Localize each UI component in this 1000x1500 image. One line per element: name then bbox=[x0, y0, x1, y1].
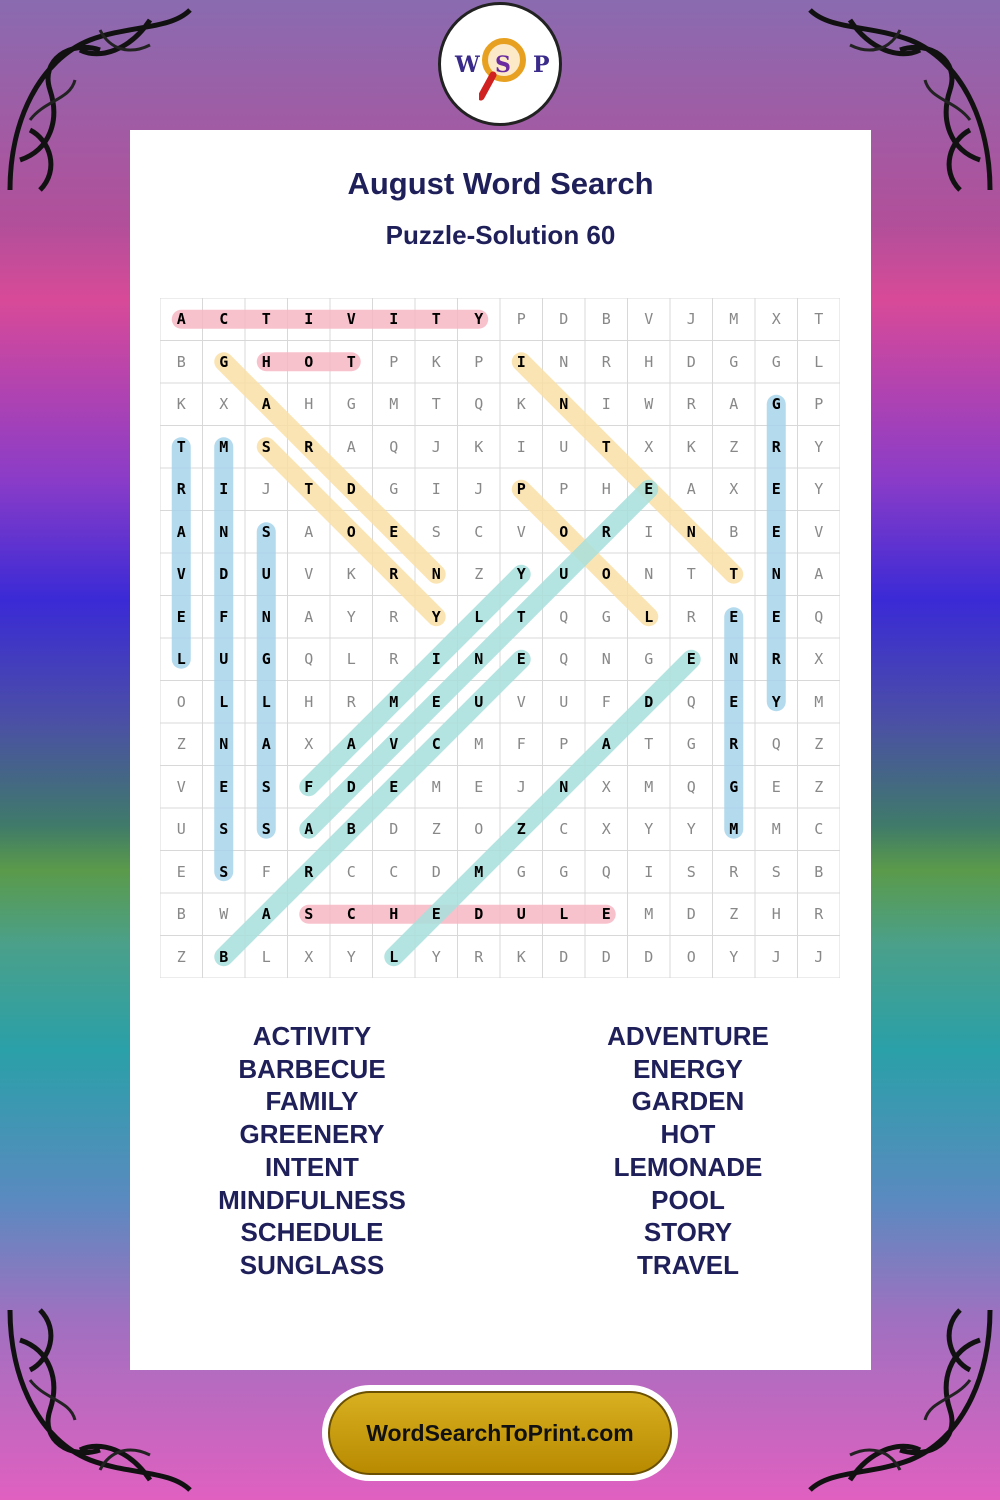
grid-cell: H bbox=[304, 692, 314, 711]
grid-cell: T bbox=[686, 565, 696, 583]
grid-cell: E bbox=[431, 692, 441, 711]
grid-cell: J bbox=[474, 480, 484, 498]
grid-cell: E bbox=[686, 650, 696, 668]
grid-cell: L bbox=[474, 607, 484, 626]
grid-cell: J bbox=[261, 480, 271, 498]
grid-cell: D bbox=[219, 565, 229, 583]
grid-cell: J bbox=[771, 947, 781, 966]
word-list-item: INTENT bbox=[265, 1151, 359, 1182]
grid-cell: L bbox=[559, 905, 569, 923]
grid-cell: T bbox=[729, 565, 739, 583]
grid-cell: S bbox=[771, 862, 781, 881]
grid-cell: Y bbox=[644, 820, 654, 838]
grid-cell: A bbox=[346, 735, 356, 753]
grid-cell: E bbox=[644, 480, 654, 498]
grid-cell: Q bbox=[814, 607, 824, 626]
grid-cell: O bbox=[176, 692, 186, 711]
grid-cell: M bbox=[474, 735, 484, 753]
grid-cell: U bbox=[176, 820, 186, 838]
grid-cell: U bbox=[474, 692, 484, 711]
grid-cell: E bbox=[729, 607, 739, 626]
grid-cell: S bbox=[261, 522, 271, 541]
grid-cell: Q bbox=[389, 437, 399, 456]
grid-cell: C bbox=[474, 522, 484, 541]
grid-cell: F bbox=[601, 692, 611, 711]
grid-cell: J bbox=[686, 310, 696, 328]
grid-cell: A bbox=[304, 607, 314, 626]
grid-cell: D bbox=[644, 692, 654, 711]
grid-cell: G bbox=[346, 395, 356, 413]
word-list-item: HOT bbox=[660, 1119, 716, 1150]
grid-cell: R bbox=[771, 437, 781, 456]
grid-cell: E bbox=[176, 862, 186, 881]
grid-cell: T bbox=[601, 437, 611, 456]
grid-cell: G bbox=[559, 862, 569, 881]
grid-cell: R bbox=[601, 522, 611, 541]
grid-cell: T bbox=[814, 310, 824, 328]
grid-cell: E bbox=[389, 777, 399, 796]
grid-cell: Z bbox=[814, 735, 824, 753]
grid-cell: C bbox=[389, 862, 399, 881]
grid-cell: N bbox=[729, 650, 739, 668]
puzzle-panel bbox=[130, 130, 871, 1370]
grid-cell: M bbox=[771, 820, 781, 838]
grid-cell: I bbox=[601, 395, 611, 413]
grid-cell: I bbox=[431, 480, 441, 498]
word-list-item: LEMONADE bbox=[613, 1151, 763, 1182]
grid-cell: V bbox=[516, 692, 526, 711]
grid-cell: Q bbox=[686, 777, 696, 796]
grid-cell: N bbox=[431, 565, 441, 583]
grid-cell: T bbox=[346, 352, 356, 371]
site-link[interactable]: WordSearchToPrint.com bbox=[328, 1391, 672, 1475]
grid-cell: K bbox=[431, 352, 441, 371]
grid-cell: P bbox=[474, 352, 484, 371]
grid-cell: Z bbox=[431, 820, 441, 838]
grid-cell: Y bbox=[431, 607, 441, 626]
grid-cell: K bbox=[516, 947, 526, 966]
grid-cell: S bbox=[261, 437, 271, 456]
grid-cell: R bbox=[176, 480, 186, 498]
word-list-item: TRAVEL bbox=[636, 1249, 740, 1280]
word-list-item: SUNGLASS bbox=[239, 1249, 385, 1280]
grid-cell: C bbox=[219, 310, 229, 328]
site-banner[interactable] bbox=[322, 1385, 678, 1481]
grid-cell: Q bbox=[559, 650, 569, 668]
grid-cell: D bbox=[601, 947, 611, 966]
grid-cell: O bbox=[601, 565, 611, 583]
word-list-item: ENERGY bbox=[633, 1053, 743, 1084]
grid-cell: M bbox=[729, 820, 739, 838]
grid-cell: Y bbox=[431, 947, 441, 966]
grid-cell: N bbox=[559, 352, 569, 371]
grid-cell: Z bbox=[176, 735, 186, 753]
grid-cell: S bbox=[219, 862, 229, 881]
grid-cell: W bbox=[219, 905, 229, 923]
grid-cell: T bbox=[431, 395, 441, 413]
grid-cell: Z bbox=[729, 437, 739, 456]
grid-cell: X bbox=[814, 650, 824, 668]
grid-cell: O bbox=[686, 947, 696, 966]
grid-cell: T bbox=[516, 607, 526, 626]
grid-cell: G bbox=[644, 650, 654, 668]
grid-cell: H bbox=[771, 905, 781, 923]
grid-cell: T bbox=[431, 310, 441, 328]
grid-cell: S bbox=[304, 905, 314, 923]
grid-cell: B bbox=[346, 820, 356, 838]
grid-cell: R bbox=[389, 565, 399, 583]
grid-cell: L bbox=[814, 352, 824, 371]
grid-cell: X bbox=[729, 480, 739, 498]
grid-cell: V bbox=[176, 777, 186, 796]
grid-cell: A bbox=[176, 310, 186, 328]
grid-cell: X bbox=[601, 777, 611, 796]
grid-cell: H bbox=[644, 352, 654, 371]
grid-cell: R bbox=[601, 352, 611, 371]
grid-cell: E bbox=[771, 480, 781, 498]
grid-cell: J bbox=[431, 437, 441, 456]
grid-cell: A bbox=[261, 905, 271, 923]
grid-cell: Z bbox=[516, 820, 526, 838]
grid-cell: X bbox=[304, 735, 314, 753]
grid-cell: Y bbox=[814, 437, 824, 456]
grid-cell: Q bbox=[474, 395, 484, 413]
grid-cell: L bbox=[346, 650, 356, 668]
grid-cell: K bbox=[176, 395, 186, 413]
grid-cell: X bbox=[601, 820, 611, 838]
grid-cell: T bbox=[261, 310, 271, 328]
grid-cell: Y bbox=[729, 947, 739, 966]
word-list-item: BARBECUE bbox=[238, 1053, 386, 1084]
grid-cell: M bbox=[389, 395, 399, 413]
grid-cell: E bbox=[219, 777, 229, 796]
grid-cell: N bbox=[261, 607, 271, 626]
grid-cell: Z bbox=[814, 777, 824, 796]
grid-cell: Q bbox=[559, 607, 569, 626]
logo-letter-p: P bbox=[533, 52, 550, 78]
grid-cell: L bbox=[389, 947, 399, 966]
grid-cell: P bbox=[814, 395, 824, 413]
grid-cell: O bbox=[559, 522, 569, 541]
grid-cell: E bbox=[431, 905, 441, 923]
grid-cell: H bbox=[389, 905, 399, 923]
grid-cell: M bbox=[644, 905, 654, 923]
grid-cell: G bbox=[261, 650, 271, 668]
word-list-item: ACTIVITY bbox=[252, 1021, 372, 1051]
grid-cell: R bbox=[389, 607, 399, 626]
grid-cell: X bbox=[644, 437, 654, 456]
grid-cell: S bbox=[431, 522, 441, 541]
grid-cell: W bbox=[644, 395, 654, 413]
grid-cell: U bbox=[219, 650, 229, 668]
grid-cell: N bbox=[219, 735, 229, 753]
word-list-item: STORY bbox=[643, 1217, 733, 1248]
grid-cell: M bbox=[431, 777, 441, 796]
grid-cell: A bbox=[261, 735, 271, 753]
grid-cell: N bbox=[559, 777, 569, 796]
grid-cell: Y bbox=[516, 565, 526, 583]
grid-cell: I bbox=[219, 480, 229, 498]
grid-cell: V bbox=[389, 735, 399, 753]
grid-cell: Y bbox=[686, 820, 696, 838]
word-list-item: ADVENTURE bbox=[607, 1021, 769, 1051]
grid-cell: K bbox=[346, 565, 356, 583]
grid-cell: Q bbox=[304, 650, 314, 668]
grid-cell: K bbox=[474, 437, 484, 456]
grid-cell: A bbox=[729, 395, 739, 413]
grid-cell: H bbox=[261, 352, 271, 371]
page-title: August Word Search bbox=[347, 166, 654, 201]
grid-cell: Q bbox=[686, 692, 696, 711]
grid-cell: M bbox=[814, 692, 824, 711]
grid-cell: O bbox=[304, 352, 314, 371]
grid-cell: X bbox=[219, 395, 229, 413]
grid-cell: R bbox=[304, 437, 314, 456]
grid-cell: Q bbox=[601, 862, 611, 881]
grid-cell: L bbox=[261, 947, 271, 966]
grid-cell: D bbox=[346, 777, 356, 796]
grid-cell: D bbox=[389, 820, 399, 838]
grid-cell: E bbox=[176, 607, 186, 626]
grid-cell: X bbox=[304, 947, 314, 966]
grid-cell: A bbox=[601, 735, 611, 753]
grid-cell: A bbox=[814, 565, 824, 583]
grid-cell: G bbox=[219, 352, 229, 371]
grid-cell: U bbox=[516, 905, 526, 923]
grid-cell: V bbox=[644, 310, 654, 328]
word-list-item: GREENERY bbox=[239, 1119, 385, 1150]
word-list-item: POOL bbox=[651, 1184, 725, 1215]
grid-cell: A bbox=[261, 395, 271, 413]
grid-cell: I bbox=[644, 862, 654, 881]
grid-cell: I bbox=[516, 352, 526, 371]
grid-cell: A bbox=[686, 480, 696, 498]
grid-cell: E bbox=[771, 607, 781, 626]
grid-cell: B bbox=[729, 522, 739, 541]
grid-cell: E bbox=[601, 905, 611, 923]
grid-cell: R bbox=[389, 650, 399, 668]
grid-cell: V bbox=[516, 522, 526, 541]
grid-cell: T bbox=[644, 735, 654, 753]
grid-cell: B bbox=[176, 905, 186, 923]
grid-cell: N bbox=[474, 650, 484, 668]
grid-cell: S bbox=[219, 820, 229, 838]
grid-cell: V bbox=[346, 310, 356, 328]
grid-cell: D bbox=[686, 905, 696, 923]
grid-cell: N bbox=[686, 522, 696, 541]
letter-grid bbox=[160, 298, 840, 978]
grid-cell: I bbox=[431, 650, 441, 668]
grid-cell: R bbox=[729, 862, 739, 881]
word-list-right bbox=[538, 1020, 838, 1282]
grid-cell: A bbox=[304, 522, 314, 541]
grid-cell: J bbox=[516, 777, 526, 796]
grid-cell: C bbox=[346, 862, 356, 881]
grid-cell: U bbox=[559, 692, 569, 711]
grid-cell: R bbox=[814, 905, 824, 923]
grid-cell: D bbox=[644, 947, 654, 966]
grid-cell: D bbox=[559, 310, 569, 328]
grid-cell: A bbox=[176, 522, 186, 541]
grid-cell: N bbox=[219, 522, 229, 541]
grid-cell: G bbox=[729, 777, 739, 796]
grid-cell: Y bbox=[771, 692, 781, 711]
grid-cell: B bbox=[814, 862, 824, 881]
grid-cell: L bbox=[219, 692, 229, 711]
word-list-item: FAMILY bbox=[265, 1086, 359, 1117]
grid-cell: F bbox=[261, 862, 271, 881]
grid-cell: N bbox=[771, 565, 781, 583]
grid-cell: K bbox=[686, 437, 696, 456]
grid-cell: N bbox=[559, 395, 569, 413]
grid-cell: P bbox=[516, 480, 526, 498]
grid-cell: V bbox=[304, 565, 314, 583]
grid-cell: R bbox=[686, 607, 696, 626]
grid-cell: U bbox=[261, 565, 271, 583]
grid-cell: O bbox=[346, 522, 356, 541]
grid-cell: G bbox=[771, 395, 781, 413]
grid-cell: G bbox=[516, 862, 526, 881]
grid-cell: M bbox=[219, 437, 229, 456]
grid-cell: P bbox=[559, 480, 569, 498]
grid-cell: M bbox=[389, 692, 399, 711]
grid-cell: V bbox=[814, 522, 824, 541]
grid-cell: Y bbox=[346, 947, 356, 966]
grid-cell: R bbox=[686, 395, 696, 413]
grid-cell: D bbox=[559, 947, 569, 966]
grid-cell: C bbox=[431, 735, 441, 753]
grid-cell: Y bbox=[474, 310, 484, 328]
grid-cell: Z bbox=[474, 565, 484, 583]
grid-cell: M bbox=[729, 310, 739, 328]
grid-cell: B bbox=[219, 947, 229, 966]
grid-cell: P bbox=[389, 352, 399, 371]
grid-cell: E bbox=[389, 522, 399, 541]
grid-cell: C bbox=[346, 905, 356, 923]
grid-cell: U bbox=[559, 565, 569, 583]
grid-cell: R bbox=[474, 947, 484, 966]
grid-cell: K bbox=[516, 395, 526, 413]
grid-cell: G bbox=[601, 607, 611, 626]
grid-cell: E bbox=[771, 777, 781, 796]
grid-cell: Z bbox=[729, 905, 739, 923]
grid-cell: H bbox=[304, 395, 314, 413]
grid-cell: C bbox=[559, 820, 569, 838]
grid-cell: U bbox=[559, 437, 569, 456]
page-subtitle: Puzzle-Solution 60 bbox=[385, 220, 616, 250]
grid-cell: R bbox=[346, 692, 356, 711]
grid-cell: N bbox=[601, 650, 611, 668]
grid-cell: M bbox=[474, 862, 484, 881]
grid-cell: L bbox=[644, 607, 654, 626]
grid-cell: L bbox=[176, 650, 186, 668]
grid-cell: D bbox=[474, 905, 484, 923]
grid-cell: A bbox=[346, 437, 356, 456]
grid-cell: T bbox=[176, 437, 186, 456]
grid-cell: O bbox=[474, 820, 484, 838]
grid-cell: R bbox=[771, 650, 781, 668]
grid-cell: D bbox=[346, 480, 356, 498]
grid-cell: S bbox=[261, 820, 271, 838]
grid-cell: C bbox=[814, 820, 824, 838]
grid-cell: Y bbox=[814, 480, 824, 498]
grid-cell: H bbox=[601, 480, 611, 498]
grid-cell: I bbox=[389, 310, 399, 328]
grid-cell: S bbox=[261, 777, 271, 796]
grid-cell: B bbox=[601, 310, 611, 328]
grid-cell: R bbox=[304, 862, 314, 881]
grid-cell: E bbox=[771, 522, 781, 541]
word-list-item: GARDEN bbox=[631, 1086, 745, 1117]
grid-cell: X bbox=[771, 310, 781, 328]
grid-cell: N bbox=[644, 565, 654, 583]
grid-cell: L bbox=[261, 692, 271, 711]
grid-cell: P bbox=[559, 735, 569, 753]
word-list-item: MINDFULNESS bbox=[218, 1184, 406, 1215]
wsp-logo bbox=[438, 2, 562, 126]
grid-cell: Y bbox=[346, 607, 356, 626]
grid-cell: E bbox=[729, 692, 739, 711]
grid-cell: E bbox=[516, 650, 526, 668]
grid-cell: B bbox=[176, 352, 186, 371]
grid-cell: J bbox=[814, 947, 824, 966]
grid-cell: M bbox=[644, 777, 654, 796]
grid-cell: V bbox=[176, 565, 186, 583]
grid-cell: G bbox=[686, 735, 696, 753]
grid-cell: R bbox=[729, 735, 739, 753]
grid-cell: F bbox=[304, 777, 314, 796]
grid-cell: Q bbox=[771, 735, 781, 753]
grid-cell: G bbox=[389, 480, 399, 498]
grid-cell: I bbox=[304, 310, 314, 328]
grid-cell: D bbox=[686, 352, 696, 371]
word-list-item: SCHEDULE bbox=[240, 1217, 384, 1248]
logo-letter-w: W bbox=[455, 52, 480, 78]
grid-cell: D bbox=[431, 862, 441, 881]
grid-cell: A bbox=[304, 820, 314, 838]
grid-cell: S bbox=[686, 862, 696, 881]
logo-letter-s: S bbox=[495, 52, 511, 78]
grid-cell: G bbox=[771, 352, 781, 371]
grid-cell: I bbox=[644, 522, 654, 541]
grid-cell: F bbox=[219, 607, 229, 626]
grid-cell: T bbox=[304, 480, 314, 498]
grid-cell: E bbox=[474, 777, 484, 796]
grid-cell: G bbox=[729, 352, 739, 371]
word-list-left bbox=[162, 1020, 462, 1282]
grid-cell: P bbox=[516, 310, 526, 328]
grid-cell: F bbox=[516, 735, 526, 753]
grid-cell: Z bbox=[176, 947, 186, 966]
grid-cell: I bbox=[516, 437, 526, 456]
